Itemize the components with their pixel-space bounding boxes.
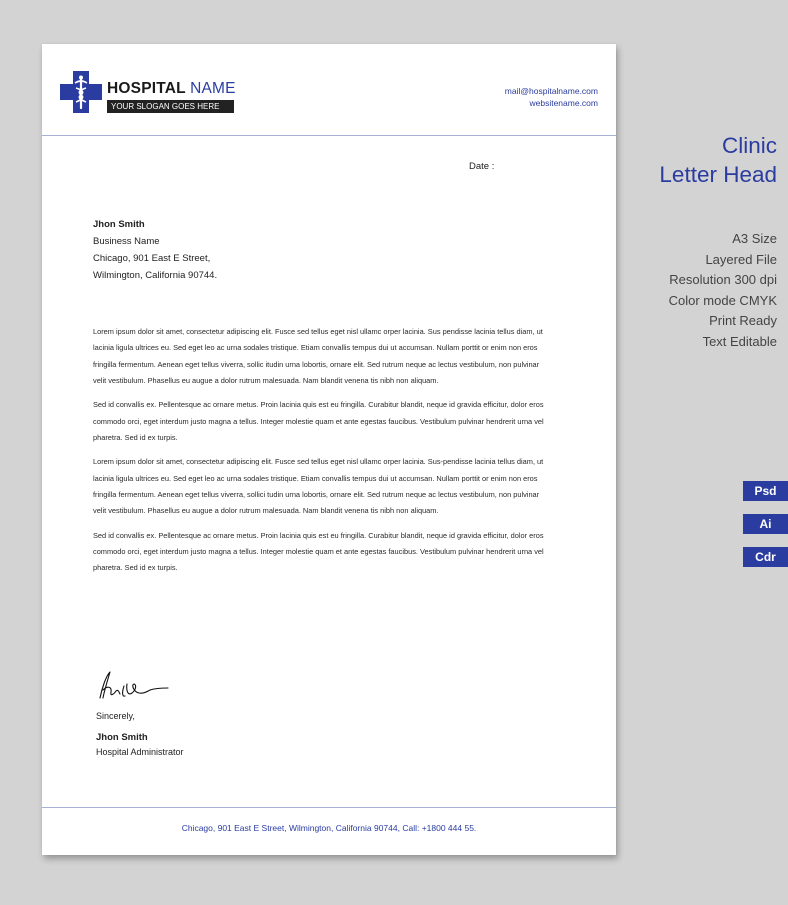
footer-divider [42,807,616,808]
slogan-bar: YOUR SLOGAN GOES HERE [107,100,234,113]
format-badge-cdr: Cdr [743,547,788,567]
contact-info [505,85,598,109]
recipient-block [93,216,217,284]
signer-title: Hospital Administrator [96,747,184,757]
spec-item: Color mode CMYK [668,292,777,308]
body-paragraph: Sed id convallis ex. Pellentesque ac ornare metus. Proin lacinia quis est eu fringilla. Curabitur blandit, neque id gravida efficitur, dolor eros commodo orci, eget interdum justo magna a tellus. Integer molestie quam et ante egestas faucibus. Vestibulum pulvinar hendrerit urna vel pharetra. Sed id ex turpis. [93,400,544,442]
letter-body [93,324,552,585]
product-title-line1: Clinic [721,133,777,158]
closing-text: Sincerely, [96,711,135,721]
medical-cross-icon [58,69,104,115]
footer-address: Chicago, 901 East E Street, Wilmington, California 90744, Call: +1800 444 55. [181,823,477,833]
spec-item: Layered File [705,251,777,267]
format-badges [743,481,788,580]
recipient-address-line1: Chicago, 901 East E Street, [93,253,211,264]
spec-list [669,229,777,352]
hospital-logo [58,69,234,117]
signature-graphic [92,664,182,704]
date-label: Date : [469,161,495,172]
spec-item: Text Editable [702,333,777,349]
website-text: websitename.com [529,98,598,108]
email-text: mail@hospitalname.com [504,86,598,96]
format-badge-psd: Psd [743,481,788,501]
body-paragraph: Lorem ipsum dolor sit amet, consectetur adipiscing elit. Fusce sed tellus eget nisl ullamc orper lacinia. Sus-pendisse lacinia tellus diam, ut lacinia ligula ultrices eu. Sed eget leo ac urna sodales tristique. Etiam convallis tempus dui ut accumsan. Nullam porttit or enim non eros fringilla fermentum. Aenean eget tellus viverra, sollici tudin urna lobortis, ornare elit. Sed rutrum neque ac lectus vestibulum, non pulvinar velit vestibulum. Phasellus eu augue a dolor rutrum malesuada. Nam blandit venena tis nibh non aliquam. [93,457,544,516]
hospital-name: HOSPITAL NAME [107,80,236,97]
product-title [659,131,777,189]
body-paragraph: Lorem ipsum dolor sit amet, consectetur adipiscing elit. Fusce sed tellus eget nisl ullamc orper lacinia. Sus pendisse lacinia tellus diam, ut lacinia ligula ultrices eu. Sed eget leo ac urna sodales tristique. Etiam convallis tempus dui ut accumsan. Nullam porttit or enim non eros fringilla fermentum. Aenean eget tellus viverra, sollic itudin urna lobortis, ornare elit. Sed rutrum neque ac lectus vestibulum, non pulvinar velit vestibulum. Phasellus eu augue a dolor rutrum malesuada. Nam blandit venena tis nibh non aliquam. [93,327,543,385]
body-paragraph: Sed id convallis ex. Pellentesque ac ornare metus. Proin lacinia quis est eu fringilla. Curabitur blandit, neque id gravida efficitur, dolor eros commodo orci, eget interdum justo magna a tellus. Integer molestie quam et ante egestas faucibus. Vestibulum pulvinar hendrerit urna vel pharetra. Sed id ex turpis. [93,530,544,573]
recipient-business: Business Name [93,236,160,247]
letterhead-sheet [42,44,616,855]
product-title-line2: Letter Head [659,162,777,187]
signer-name: Jhon Smith [96,732,148,743]
recipient-address-line2: Wilmington, California 90744. [93,270,218,281]
recipient-name: Jhon Smith [93,219,145,230]
format-badge-ai: Ai [743,514,788,534]
spec-item: Resolution 300 dpi [669,272,777,287]
header-divider [42,135,616,136]
spec-item: Print Ready [709,313,777,328]
closing-block [96,709,184,760]
spec-item: A3 Size [732,231,777,246]
